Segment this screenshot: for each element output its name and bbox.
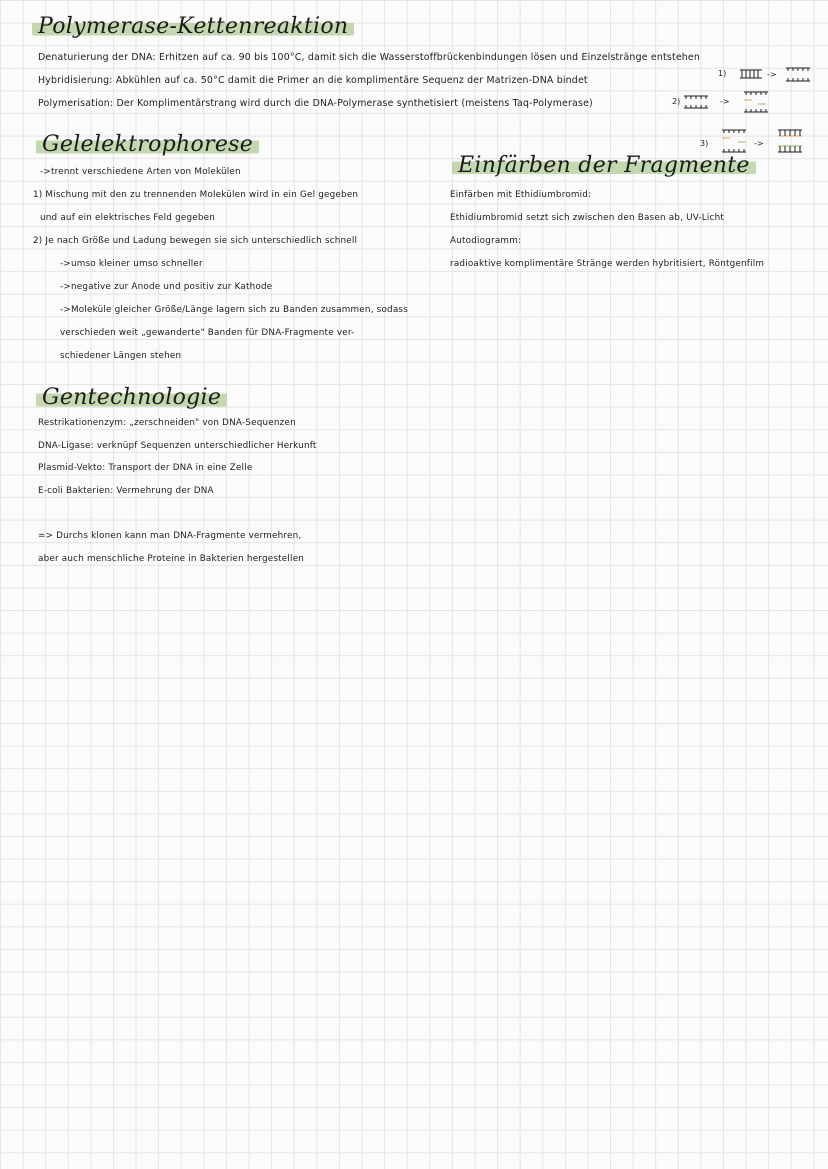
gel-line: 1) Mischung mit den zu trennenden Molekülen wird in ein Gel gegeben [33,190,359,200]
dna-single-strands-icon [786,68,810,81]
step3-label: 3) [700,139,709,148]
pcr-step1-diagram [718,64,818,86]
gentech-conclusion: aber auch menschliche Proteine in Bakterien hergestellen [38,554,305,564]
dna-replicated-icon [778,130,802,152]
gel-line: verschieden weit „gewanderte" Banden für DNA-Fragmente ver- [60,328,355,338]
step3-arrow: -> [754,139,764,148]
gel-line: und auf ein elektrisches Feld gegeben [40,213,216,223]
gel-line: ->trennt verschiedene Arten von Molekülen [40,167,241,177]
gentech-line: Plasmid-Vekto: Transport der DNA in eine Zelle [38,463,253,473]
gentech-conclusion: => Durchs klonen kann man DNA-Fragmente vermehren, [38,531,302,541]
pcr-line-hybridization: Hybridisierung: Abkühlen auf ca. 50°C damit die Primer an die komplimentäre Sequenz der Matrizen-DNA bindet [38,75,588,86]
step1-label: 1) [718,69,727,78]
gel-line: 2) Je nach Größe und Ladung bewegen sie sich unterschiedlich schnell [33,236,358,246]
gel-line: ->negative zur Anode und positiv zur Kathode [60,282,273,292]
step1-arrow: -> [767,70,777,79]
pcr-line-denaturation: Denaturierung der DNA: Erhitzen auf ca. 90 bis 100°C, damit sich die Wasserstoffbrückenbindungen lösen und Einzelstränge entstehen [38,52,701,63]
gentech-title: Gentechnologie [36,385,227,410]
staining-line: Einfärben mit Ethidiumbromid: [450,190,592,200]
dna-double-strand-icon [740,70,762,78]
primer-annealed-icon [722,130,746,152]
primer-binding-icon [744,92,768,112]
staining-title: Einfärben der Fragmente [452,153,756,178]
gel-line: ->Moleküle gleicher Größe/Länge lagern sich zu Banden zusammen, sodass [60,305,408,315]
pcr-line-polymerization: Polymerisation: Der Komplimentärstrang wird durch die DNA-Polymerase synthetisiert (meistens Taq-Polymerase) [38,98,593,109]
staining-line: radioaktive komplimentäre Stränge werden hybritisiert, Röntgenfilm [450,259,765,269]
staining-line: Autodiogramm: [450,236,522,246]
dna-strand-icon [684,96,708,108]
gel-line: ->umso kleiner umso schneller [60,259,203,269]
gentech-line: E-coli Bakterien: Vermehrung der DNA [38,486,214,496]
pcr-title: Polymerase-Kettenreaktion [32,14,354,39]
step2-label: 2) [672,97,681,106]
gel-title: Gelelektrophorese [36,132,259,157]
gentech-line: Restrikationenzym: „zerschneiden" von DNA-Sequenzen [38,418,296,428]
pcr-step2-diagram [672,88,782,118]
step2-arrow: -> [720,97,730,106]
gel-line: schiedener Längen stehen [60,351,182,361]
staining-line: Ethidiumbromid setzt sich zwischen den Basen ab, UV-Licht [450,213,725,223]
gentech-line: DNA-Ligase: verknüpf Sequenzen unterschiedlicher Herkunft [38,441,317,451]
